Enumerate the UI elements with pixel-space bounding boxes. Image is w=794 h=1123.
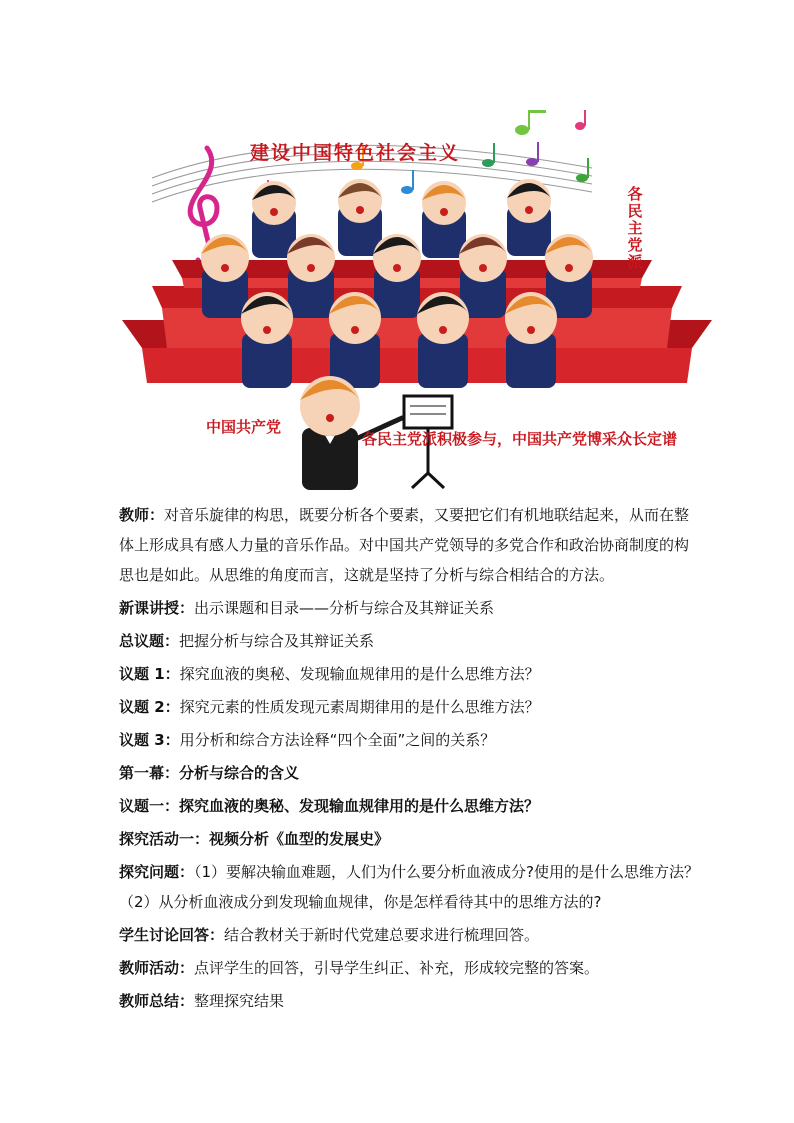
paragraph-inquiry-question <box>119 857 703 917</box>
paragraph-activity-one <box>119 824 703 854</box>
paragraph-teacher-summary <box>119 986 703 1016</box>
paragraph-label: 议题一： <box>119 797 180 815</box>
paragraph-text: 结合教材关于新时代党建总要求进行梳理回答。 <box>224 926 540 944</box>
illustration-title: 建设中国特色社会主义 <box>250 142 461 164</box>
paragraph-text: 对音乐旋律的构思，既要分析各个要素，又要把它们有机地联结起来，从而在整体上形成具有感人力量的音乐作品。对中国共产党领导的多党合作和政治协商制度的构思也是如此。从思维的角度而言，这就是坚持了分析与综合相结合的方法。 <box>119 506 690 584</box>
paragraph-label: 教师： <box>119 506 165 524</box>
paragraph-label: 总议题： <box>119 632 180 650</box>
paragraph-topic-one <box>119 791 703 821</box>
paragraph-label: 探究活动一： <box>119 830 210 848</box>
paragraph-text: （1）要解决输血难题，人们为什么要分析血液成分?使用的是什么思维方法？（2）从分析血液成分到发现输血规律，你是怎样看待其中的思维方法的? <box>119 863 700 911</box>
paragraph-text: 探究血液的奥秘、发现输血规律用的是什么思维方法？ <box>179 665 540 683</box>
paragraph-text: 整理探究结果 <box>194 992 285 1010</box>
paragraph-label: 新课讲授： <box>119 599 195 617</box>
paragraph-label: 议题 3： <box>119 731 180 749</box>
paragraph-new-lesson <box>119 593 703 623</box>
illustration-side-label: 各民主党派 <box>627 185 643 271</box>
paragraph-label: 第一幕： <box>119 764 180 782</box>
document-body <box>119 500 703 1019</box>
paragraph-text: 视频分析《血型的发展史》 <box>209 830 390 848</box>
paragraph-text: 分析与综合的含义 <box>179 764 300 782</box>
paragraph-topic-3 <box>119 725 703 755</box>
paragraph-text: 点评学生的回答，引导学生纠正、补充，形成较完整的答案。 <box>194 959 600 977</box>
paragraph-label: 学生讨论回答： <box>119 926 225 944</box>
paragraph-teacher-intro <box>119 500 703 590</box>
illustration-cpc-label: 中国共产党 <box>206 418 282 436</box>
paragraph-teacher-activity <box>119 953 703 983</box>
paragraph-label: 议题 1： <box>119 665 180 683</box>
paragraph-student-discussion <box>119 920 703 950</box>
paragraph-label: 议题 2： <box>119 698 180 716</box>
paragraph-main-topic <box>119 626 703 656</box>
paragraph-text: 出示课题和目录——分析与综合及其辩证关系 <box>194 599 495 617</box>
paragraph-text: 用分析和综合方法诠释“四个全面”之间的关系？ <box>179 731 496 749</box>
paragraph-topic-2 <box>119 692 703 722</box>
paragraph-text: 探究血液的奥秘、发现输血规律用的是什么思维方法？ <box>179 797 540 815</box>
paragraph-text: 把握分析与综合及其辩证关系 <box>179 632 375 650</box>
paragraph-label: 教师活动： <box>119 959 195 977</box>
paragraph-text: 探究元素的性质发现元素周期律用的是什么思维方法？ <box>179 698 540 716</box>
illustration-caption: 各民主党派积极参与，中国共产党博采众长定谱 <box>362 430 678 448</box>
paragraph-label: 探究问题： <box>119 863 195 881</box>
paragraph-label: 教师总结： <box>119 992 195 1010</box>
paragraph-act-one <box>119 758 703 788</box>
paragraph-topic-1 <box>119 659 703 689</box>
